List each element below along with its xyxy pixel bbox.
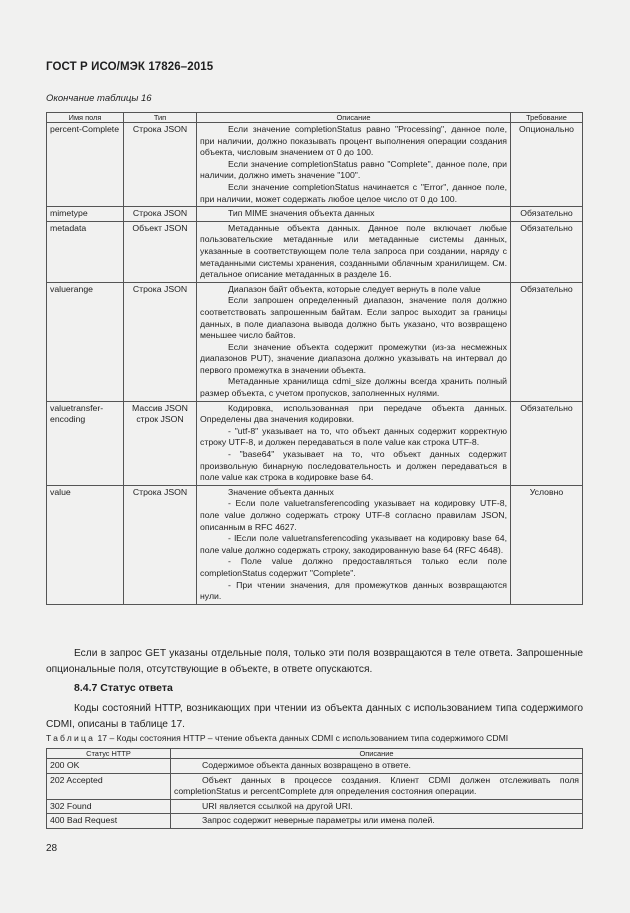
description-paragraph: Если значение completionStatus начинается с "Error", данное поле, при наличии, может содержать любое целое число от 0 до 100. [200,181,507,204]
field-name-cell: value [47,485,124,604]
table17 [46,748,583,829]
field-name-cell: valuerange [47,282,124,401]
status-cell: 202 Accepted [47,773,171,799]
requirement-cell: Обязательно [511,207,583,222]
status-description-text: Содержимое объекта данных возвращено в ответе. [202,760,411,770]
table-row [47,207,583,222]
table-row [47,799,583,814]
field-description-cell [197,401,511,485]
description-paragraph: - Поле value должно предоставляться только если поле completionStatus содержит "Complete". [200,556,507,578]
table17-caption-text: 17 – Коды состояния HTTP – чтение объекта данных CDMI с использованием типа содержимого CDMI [95,733,509,743]
table16-col-name: Имя поля [47,113,124,123]
field-description-cell [197,123,511,207]
requirement-cell: Обязательно [511,282,583,401]
description-paragraph: Значение объекта данных [228,486,334,497]
table17-caption-prefix: Таблица [46,733,96,743]
page-number: 28 [46,843,58,854]
description-paragraph: Если значение completionStatus равно "Processing", данное поле, при наличии, должно показывать процент выполнения операции создания объекта, числовым значением от 0 до 100. [200,124,507,158]
description-paragraph: - "base64" указывает на то, что объект данных содержит произвольную бинарную последовательность и должен передаваться в поле value как строка в кодировке base 64. [200,449,507,483]
table16-col-description: Описание [197,113,511,123]
table17-header-row [47,749,583,759]
status-description-cell [171,799,583,814]
field-type-cell: Строка JSON [124,207,197,222]
description-paragraph: Кодировка, использованная при передаче объекта данных. Определены два значения кодировки. [200,402,507,425]
description-paragraph: Диапазон байт объекта, которые следует вернуть в поле value [228,283,481,294]
table-row [47,814,583,829]
requirement-cell: Обязательно [511,401,583,485]
field-description-cell [197,485,511,604]
description-paragraph: - lЕсли поле valuetransferencoding указывает на кодировку base 64, поле value должно содержать строку, закодированную base 64 (RFC 4648). [200,533,507,555]
field-type-cell: Массив JSON строк JSON [124,401,197,485]
body-paragraph-status-codes [46,701,583,732]
description-paragraph: Если значение completionStatus равно "Complete", данное поле, при наличии, должно иметь значение "100". [200,158,507,181]
body-paragraph-get-fields [46,646,583,677]
table-row [47,401,583,485]
field-type-cell: Строка JSON [124,485,197,604]
document-header: ГОСТ Р ИСО/МЭК 17826–2015 [46,61,214,73]
field-description-cell [197,207,511,222]
table17-col-status: Статус HTTP [47,749,171,759]
table17-col-description: Описание [171,749,583,759]
table-row [47,485,583,604]
status-description-cell [171,773,583,799]
table-row [47,123,583,207]
status-cell: 302 Found [47,799,171,814]
paragraph-text: Если в запрос GET указаны отдельные поля, только эти поля возвращаются в теле ответа. Запрошенные опциональные поля, отсутствующие в объекте, в ответе опускаются. [46,648,583,675]
status-description-text: URI является ссылкой на другой URI. [202,800,353,811]
table16-header-row [47,113,583,123]
description-paragraph: - Если поле valuetransferencoding указывает на кодировку UTF-8, поле value должно содержать строку UTF-8 согласно правилам JSON, описанным в RFC 4627. [200,498,507,532]
status-description-cell [171,814,583,829]
field-name-cell: percent-Complete [47,123,124,207]
paragraph-text: Коды состояний HTTP, возникающих при чтении из объекта данных с использованием типа содержимого CDMI, описаны в таблице 17. [46,703,583,730]
field-description-cell [197,221,511,282]
field-type-cell: Строка JSON [124,282,197,401]
status-description-cell [171,759,583,774]
status-description-text: Запрос содержит неверные параметры или имена полей. [202,815,435,826]
field-description-cell [197,282,511,401]
description-paragraph: Если запрошен определенный диапазон, значение поля должно соответствовать запрошенным байтам. Если запрос выходит за границы данных, в поле диапазона вывода должно быть указано, что возвращено меньшее число байтов. [200,295,507,341]
description-paragraph: Тип MIME значения объекта данных [228,208,375,219]
field-name-cell: valuetransfer-encoding [47,401,124,485]
description-paragraph: Метаданные хранилища cdmi_size должны всегда хранить полный размер объекта, с учетом пропусков, заполненных нулями. [200,376,507,399]
table16-caption: Окончание таблицы 16 [46,93,152,104]
table16-col-type: Тип [124,113,197,123]
table16 [46,112,583,605]
status-cell: 400 Bad Request [47,814,171,829]
description-paragraph: Метаданные объекта данных. Данное поле включает любые пользовательские метаданные или метаданные системы данных, указанные в соответствующем поле тела запроса при создании, наряду с метаданными системы хранения, созданными облачным хранилищем. См. детальное описание метаданных в разделе 16. [200,222,507,280]
description-paragraph: - При чтении значения, для промежутков данных возвращаются нули. [200,579,507,602]
field-name-cell: mimetype [47,207,124,222]
requirement-cell: Условно [511,485,583,604]
requirement-cell: Обязательно [511,221,583,282]
table17-caption [46,733,508,743]
description-paragraph: - "utf-8" указывает на то, что объект данных содержит корректную строку UTF-8, и должен передаваться в поле value как строка UTF-8. [200,425,507,448]
status-description-text: Объект данных в процессе создания. Клиент CDMI должен отслеживать поля completionStatus и percentComplete для определения состояния операции. [174,774,579,797]
field-name-cell: metadata [47,221,124,282]
table-row [47,282,583,401]
table-row [47,773,583,799]
requirement-cell: Опционально [511,123,583,207]
table-row [47,221,583,282]
table-row [47,759,583,774]
field-type-cell: Объект JSON [124,221,197,282]
description-paragraph: Если значение объекта содержит промежутки (из-за несмежных диапазонов PUT), значение диапазона должно указывать на интервал до первого промежутка в значении объекта. [200,341,507,375]
status-cell: 200 OK [47,759,171,774]
section-heading: 8.4.7 Статус ответа [74,682,173,694]
field-type-cell: Строка JSON [124,123,197,207]
table16-col-requirement: Требование [511,113,583,123]
